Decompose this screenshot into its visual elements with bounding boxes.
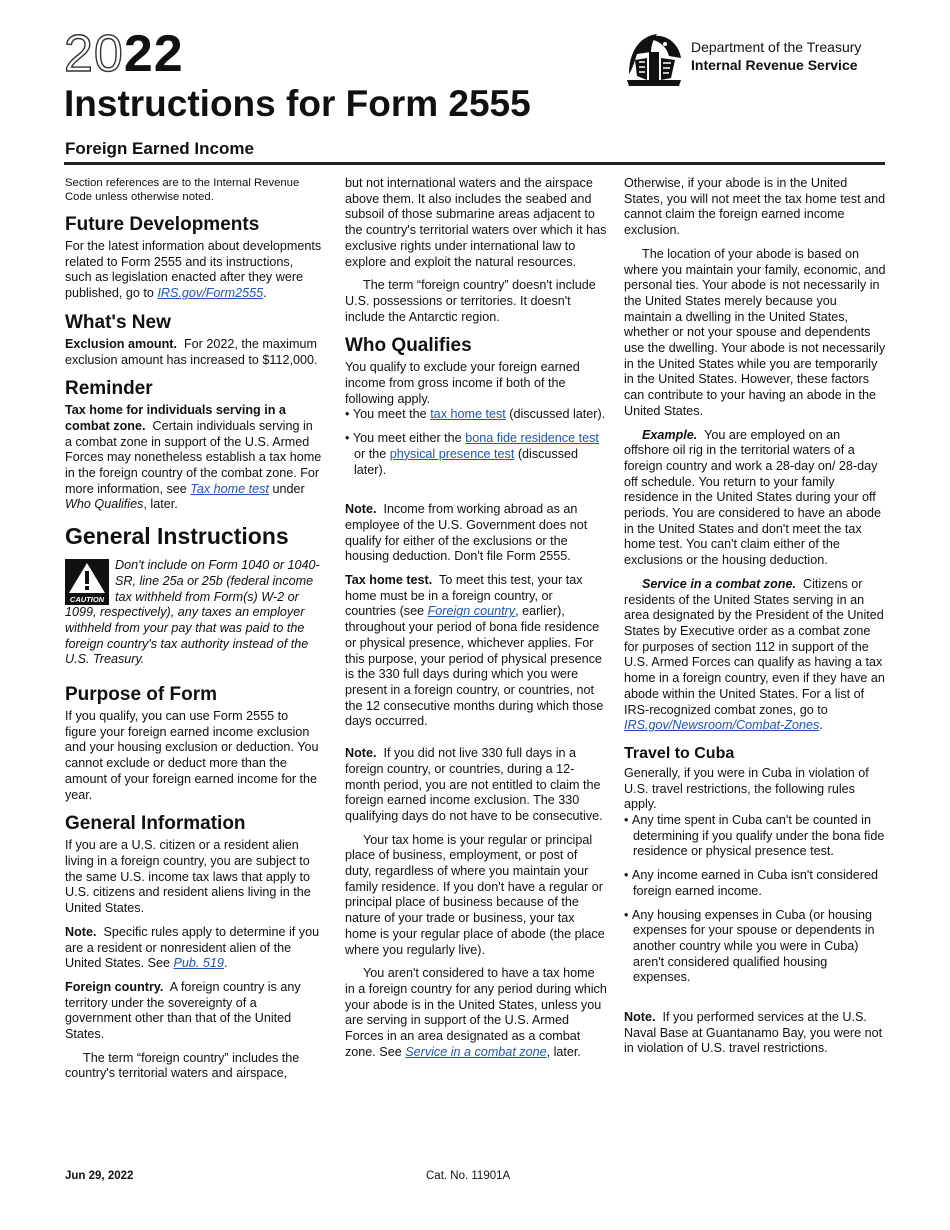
footer-cat-no: Cat. No. 11901A [426,1170,511,1182]
column-1 [65,176,323,1090]
year-bold: 22 [123,25,184,83]
agency-line-1: Department of the Treasury [691,39,862,55]
list-item-tax-home: • You meet the tax home test (discussed later). [345,407,606,422]
irs-eagle-logo-icon [623,30,685,88]
combat-zone-text: Service in a combat zone. Citizens or residents of the United States serving in an area designated by the President of the United States by Executive order as a combat zone for purposes of section 112 in support of the U.S. Armed Forces can qualify as having a tax home in a foreign country, even if they have an abode within the United States. For a list of IRS-recognized combat zones, go to IRS.gov/Newsroom/Combat-Zones. [624,576,885,733]
link-physical-presence-test[interactable]: physical presence test [389,446,515,461]
link-bona-fide-residence-test[interactable]: bona fide residence test [465,431,599,446]
future-developments-text: For the latest information about developments related to Form 2555 and its instructions, such as legislation enacted after they were published, go to IRS.gov/Form2555. [65,239,322,301]
exclusion-amount-text: Exclusion amount. For 2022, the maximum exclusion amount has increased to $112,000. [65,336,318,367]
heading-who-qualifies: Who Qualifies [345,335,472,357]
agency-name [691,38,861,74]
header-rule [64,162,885,165]
column-2 [345,176,607,1068]
caution-label: CAUTION [69,595,105,605]
abode-location-text: The location of your abode is based on where you maintain your family, economic, and personal ties. Your abode is not necessarily in the United States merely because you maintain a dwelling in the United States, whether or not your spouse and dependents use the dwelling. Your abode is not necessarily in the United States while you are temporarily in the United States. However, these factors can contribute to your having an abode in the United States. [624,246,886,418]
cuba-text: Generally, if you were in Cuba in violation of U.S. travel restrictions, the following rules apply. [624,765,869,812]
year-outline: 20 [64,25,124,83]
heading-purpose-of-form: Purpose of Form [65,684,218,706]
column-3 [624,176,886,1065]
heading-reminder: Reminder [65,378,153,400]
heading-whats-new: What's New [65,311,171,333]
link-pub-519[interactable]: Pub. 519 [173,956,224,971]
document-title: Instructions for Form 2555 [64,83,531,124]
link-irs-form2555[interactable]: IRS.gov/Form2555 [157,286,264,301]
general-information-text: If you are a U.S. citizen or a resident alien living in a foreign country, you are subject to the same U.S. income tax laws that apply to U.S. citizens and resident aliens living in the United States. [65,838,311,916]
purpose-of-form-text: If you qualify, you can use Form 2555 to figure your foreign earned income exclusion and your housing exclusion or deduction. You cannot exclude or deduct more than the amount of your foreign earned income for the year. [65,709,319,802]
link-combat-zones[interactable]: IRS.gov/Newsroom/Combat-Zones [624,718,820,733]
link-service-in-combat-zone[interactable]: Service in a combat zone [405,1044,547,1059]
otherwise-text: Otherwise, if your abode is in the United States, you will not meet the tax home test and cannot claim the foreign earned income exclusion. [624,176,886,238]
tax-home-definition: Your tax home is your regular or principal place of business, employment, or post of duty, regardless of where you maintain your family residence. If you don't have a regular or principal place of business because of the nature of your trade or business, your tax home is your regular place of abode (the place where you regularly live). [345,832,605,957]
government-employee-note: Note. Income from working abroad as an employee of the U.S. Government does not qualify for either of the exclusions or the housing deduction. Don't file Form 2555. [345,502,588,564]
example-text: Example. You are employed on an offshore oil rig in the territorial waters of a foreign country and work a 28-day on/ 28-day off schedule. You return to your family residence in the United States during your off periods. You are considered to have an abode in the United States and don't meet the tax home test. You can't claim either of the exclusions or the housing deduction. [624,427,881,568]
link-tax-home-test-2[interactable]: tax home test [430,407,506,422]
heading-travel-to-cuba: Travel to Cuba [624,744,735,762]
list-item-cuba-housing: • Any housing expenses in Cuba (or housing expenses for your spouse or dependents in another country while you were in Cuba) aren't considered qualified housing expenses. [624,907,875,985]
caution-icon [65,559,109,605]
foreign-country-term: The term “foreign country” includes the country's territorial waters and airspace, [65,1050,300,1081]
caution-text: Don't include on Form 1040 or 1040-SR, line 25a or 25b (federal income tax withheld from Form(s) W-2 or 1099, respectively), any taxes an employer withheld from your pay that was paid to the foreign country's tax authority instead of the U.S. Treasury. [65,558,320,667]
agency-line-2: Internal Revenue Service [691,57,858,73]
list-item-residence-presence: • You meet either the bona fide residence test or the physical presence test (discussed later). [345,431,599,477]
heading-future-developments: Future Developments [65,214,260,235]
link-foreign-country[interactable]: Foreign country [427,604,516,619]
tax-home-combat-zone-text: Tax home for individuals serving in a combat zone. Certain individuals serving in a combat zone in support of the U.S. Armed Forces may nonetheless establish a tax home in the foreign country of the combat zone. For more information, see Tax home test under Who Qualifies, later. [65,403,322,512]
foreign-country-definition: Foreign country. A foreign country is any territory under the sovereignty of a government other than that of the United States. [65,979,301,1042]
resident-note: Note. Specific rules apply to determine if you are a resident or nonresident alien of the United States. See Pub. 519. [65,924,320,971]
list-item-cuba-income: • Any income earned in Cuba isn't considered foreign earned income. [624,868,878,898]
link-tax-home-test[interactable]: Tax home test [190,481,269,496]
list-item-cuba-time: • Any time spent in Cuba can't be counted in determining if you qualify under the bona fide residence or physical presence test. [624,813,885,859]
abode-in-us-text: You aren't considered to have a tax home in a foreign country for any period during which your abode is in the United States, unless you are serving in support of the U.S. Armed Forces in an area designated as a combat zone. See Service in a combat zone, later. [345,966,607,1059]
heading-general-information: General Information [65,813,246,835]
guantanamo-note: Note. If you performed services at the U.S. Naval Base at Guantanamo Bay, you were not in violation of U.S. travel restrictions. [624,1010,883,1056]
heading-general-instructions: General Instructions [65,523,289,550]
section-references: Section references are to the Internal Revenue Code unless otherwise noted. [65,177,300,203]
tax-home-test-text: Tax home test. To meet this test, your tax home must be in a foreign country, or countries (see Foreign country, earlier), throughout your period of bona fide residence or physical presence, whichever applies. For this purpose, your period of physical presence is the 330 full days during which you were present in a foreign country, or countries, not the 12 consecutive months during which those days occurred. [345,573,604,729]
foreign-country-continued: but not international waters and the airspace above them. It also includes the seabed and subsoil of those submarine areas adjacent to the country's territorial waters over which it has exclusive rights under international law to explore and exploit the natural resources. [345,176,607,269]
who-qualifies-text: You qualify to exclude your foreign earned income from gross income if both of the following apply. [345,360,580,406]
document-subtitle: Foreign Earned Income [65,139,254,158]
footer-date: Jun 29, 2022 [65,1170,134,1182]
330-days-note: Note. If you did not live 330 full days in a foreign country, or countries, during a 12-month period, you are not entitled to claim the foreign earned income exclusion. The 330 qualifying days do not have to be consecutive. [345,746,603,823]
caution-note [65,558,323,668]
form-year [64,26,184,82]
foreign-country-exclusions: The term “foreign country” doesn't include U.S. possessions or territories. It doesn't include the Antarctic region. [345,278,596,324]
